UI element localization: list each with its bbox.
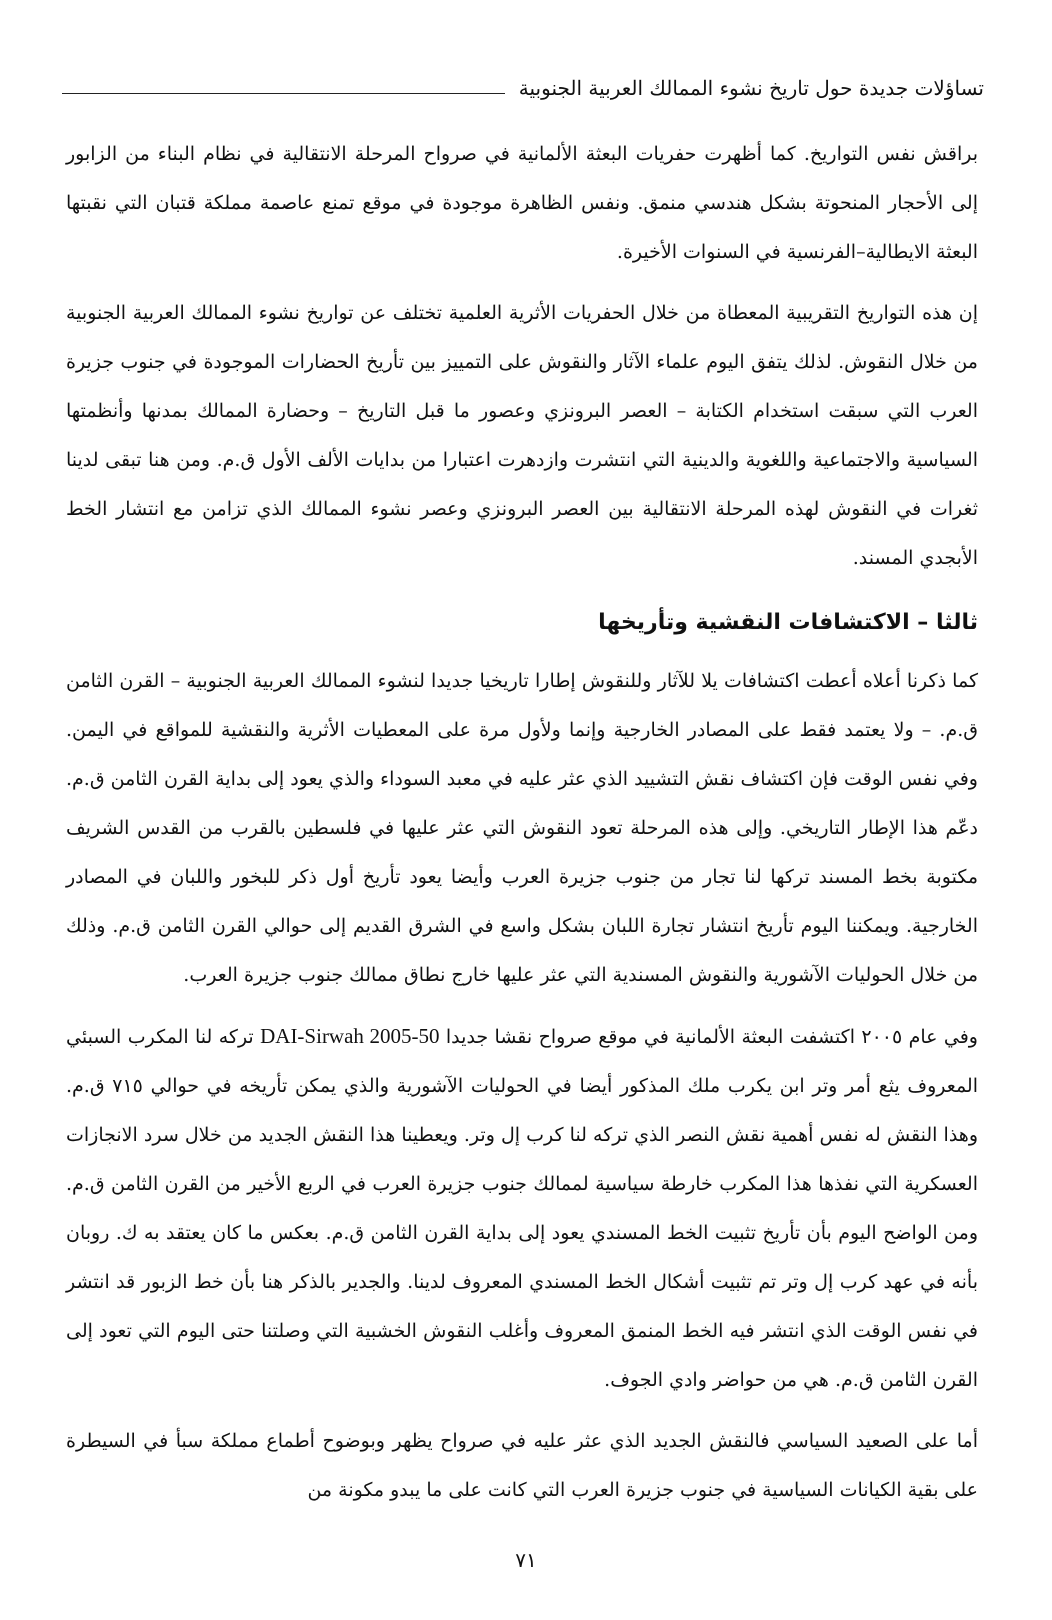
paragraph-4-body: تركه لنا المكرب السبئي المعروف يثع أمر وتر ابن يكرب ملك المذكور أيضا في الحوليات الآشورية والذي يمكن تأريخه في حوالي ٧١٥ ق.م. وهذا النقش له نفس أهمية نقش النصر الذي تركه لنا كرب إل وتر. ويعطينا هذا النقش الجديد من خلال سرد الانجازات العسكرية التي نفذها هذا المكرب خارطة سياسية لممالك جنوب جزيرة العرب في الربع الأخير من القرن الثامن ق.م. ومن الواضح اليوم بأن تأريخ تثبيت الخط المسندي يعود إلى بداية القرن الثامن ق.م. بعكس ما كان يعتقد به ك. روبان بأنه في عهد كرب إل وتر تم تثبيت أشكال الخط المسندي المعروف لدينا. والجدير بالذكر هنا بأن خط الزبور قد انتشر في نفس الوقت الذي انتشر فيه الخط المنمق المعروف وأغلب النقوش الخشبية التي وصلتنا حتى اليوم التي تعود إلى القرن الثامن ق.م. هي من حواضر وادي الجوف. [66,1026,978,1391]
paragraph-2: إن هذه التواريخ التقريبية المعطاة من خلال الحفريات الأثرية العلمية تختلف عن تواريخ نشوء الممالك العربية الجنوبية من خلال النقوش. لذلك يتفق اليوم علماء الآثار والنقوش على التمييز بين تأريخ الحضارات الموجودة في جنوب جزيرة العرب التي سبقت استخدام الكتابة – العصر البرونزي وعصور ما قبل التاريخ – وحضارة الممالك بمدنها وأنظمتها السياسية والاجتماعية واللغوية والدينية التي انتشرت وازدهرت اعتبارا من بدايات الألف الأول ق.م. ومن هنا تبقى لدينا ثغرات في النقوش لهذه المرحلة الانتقالية بين العصر البرونزي وعصر نشوء الممالك الذي تزامن مع انتشار الخط الأبجدي المسند. [66,302,978,569]
paragraph-4 [66,1012,978,1405]
paragraph-1: براقش نفس التواريخ. كما أظهرت حفريات البعثة الألمانية في صرواح المرحلة الانتقالية في نظام البناء من الزابور إلى الأحجار المنحوتة بشكل هندسي منمق. ونفس الظاهرة موجودة في موقع تمنع عاصمة مملكة قتبان التي نقبتها البعثة الايطالية–الفرنسية في السنوات الأخيرة. [66,143,978,263]
page-number: ٧١ [515,1548,537,1572]
paragraph-5: أما على الصعيد السياسي فالنقش الجديد الذي عثر عليه في صرواح يظهر وبوضوح أطماع مملكة سبأ في السيطرة على بقية الكيانات السياسية في جنوب جزيرة العرب التي كانت على ما يبدو مكونة من [66,1430,978,1501]
paragraph-4-lead: وفي عام ٢٠٠٥ اكتشفت البعثة الألمانية في موقع صرواح نقشا جديدا [445,1026,978,1048]
running-head [62,60,984,100]
paragraph-3: كما ذكرنا أعلاه أعطت اكتشافات يلا للآثار وللنقوش إطارا تاريخيا جديدا لنشوء الممالك العربية الجنوبية – القرن الثامن ق.م. – ولا يعتمد فقط على المصادر الخارجية وإنما ولأول مرة على المعطيات الأثرية والنقشية للمواقع في اليمن. وفي نفس الوقت فإن اكتشاف نقش التشييد الذي عثر عليه في معبد السوداء والذي يعود إلى بداية القرن الثامن ق.م. دعّم هذا الإطار التاريخي. وإلى هذه المرحلة تعود النقوش التي عثر عليها في فلسطين بالقرب من القدس الشريف مكتوبة بخط المسند تركها لنا تجار من جنوب جزيرة العرب وأيضا يعود تأريخ أول ذكر للبخور واللبان في المصادر الخارجية. ويمكننا اليوم تأريخ انتشار تجارة اللبان بشكل واسع في الشرق القديم إلى حوالي القرن الثامن ق.م. وذلك من خلال الحوليات الآشورية والنقوش المسندية التي عثر عليها خارج نطاق ممالك جنوب جزيرة العرب. [66,670,978,986]
running-head-rule [62,93,505,94]
section-heading: ثالثا – الاكتشافات النقشية وتأريخها [598,610,978,635]
running-head-title: تساؤلات جديدة حول تاريخ نشوء الممالك العربية الجنوبية [518,76,984,100]
page-body [66,130,978,1515]
inscription-code: DAI-Sirwah 2005-50 [260,1024,440,1048]
